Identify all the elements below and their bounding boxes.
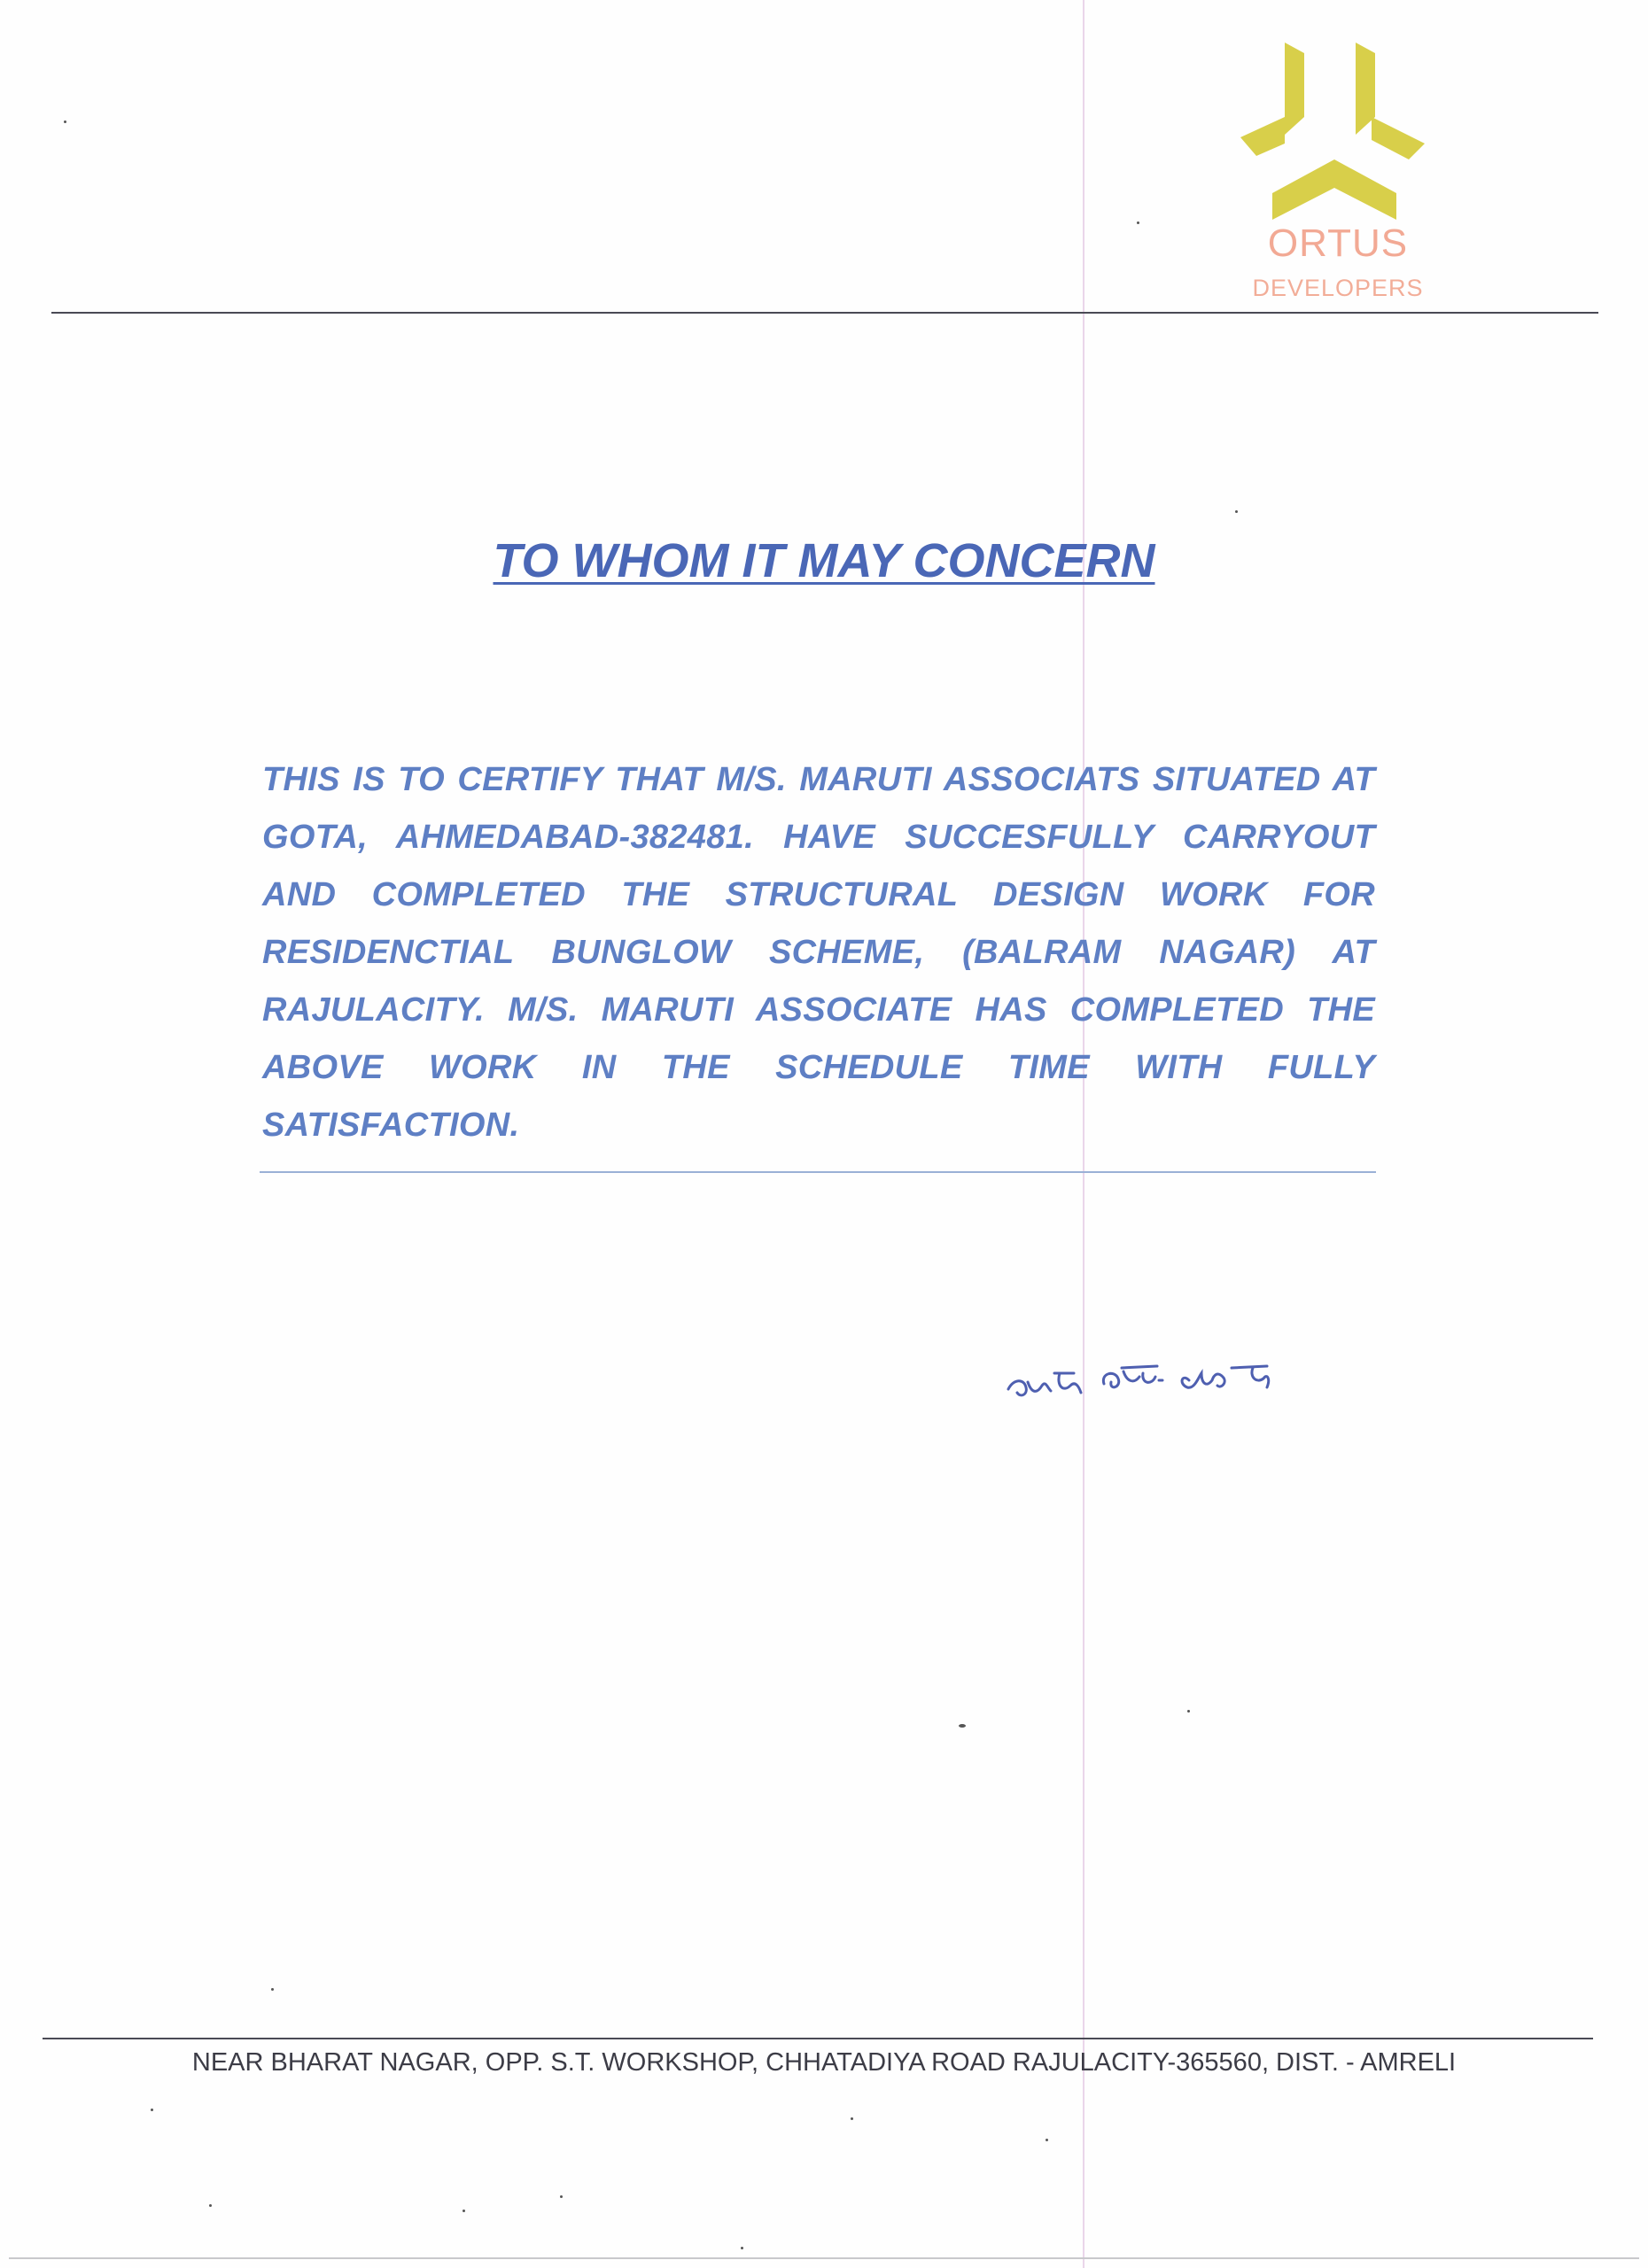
scan-speck	[271, 1988, 274, 1991]
scan-speck	[1187, 1710, 1190, 1713]
handwritten-signature	[1001, 1347, 1320, 1426]
scan-speck	[1137, 221, 1139, 224]
scan-speck	[209, 2204, 212, 2207]
header-divider	[51, 312, 1598, 314]
scan-speck	[741, 2247, 743, 2249]
scan-speck	[959, 1724, 966, 1728]
scan-speck	[64, 120, 66, 123]
footer-address: NEAR BHARAT NAGAR, OPP. S.T. WORKSHOP, CHHATADIYA ROAD RAJULACITY-365560, DIST. - AMRELI	[191, 2048, 1457, 2077]
bottom-edge-rule	[9, 2257, 1639, 2259]
footer-divider	[43, 2038, 1593, 2039]
certificate-body: THIS IS TO CERTIFY THAT M/S. MARUTI ASSOCIATS SITUATED AT GOTA, AHMEDABAD-382481. HAVE SUCCESFULLY CARRYOUT AND COMPLETED THE STRUCTURAL DESIGN WORK FOR RESIDENCTIAL BUNGLOW SCHEME, (BALRAM NAGAR) AT RAJULACITY. M/S. MARUTI ASSOCIATE HAS COMPLETED THE ABOVE WORK IN THE SCHEDULE TIME WITH FULLY SATISFACTION.	[262, 761, 1375, 1144]
logo-company-subtitle: DEVELOPERS	[1252, 275, 1424, 301]
scan-speck	[1235, 510, 1238, 513]
scan-speck	[1046, 2139, 1048, 2141]
scan-speck	[151, 2109, 153, 2111]
letter-title: TO WHOM IT MAY CONCERN	[493, 534, 1155, 587]
company-logo	[1223, 35, 1453, 310]
body-divider	[260, 1171, 1376, 1173]
logo-mark-icon	[1223, 35, 1453, 221]
scan-speck	[560, 2195, 563, 2198]
scan-speck	[851, 2117, 853, 2120]
logo-company-name: ORTUS	[1267, 221, 1409, 265]
scan-speck	[463, 2210, 465, 2212]
